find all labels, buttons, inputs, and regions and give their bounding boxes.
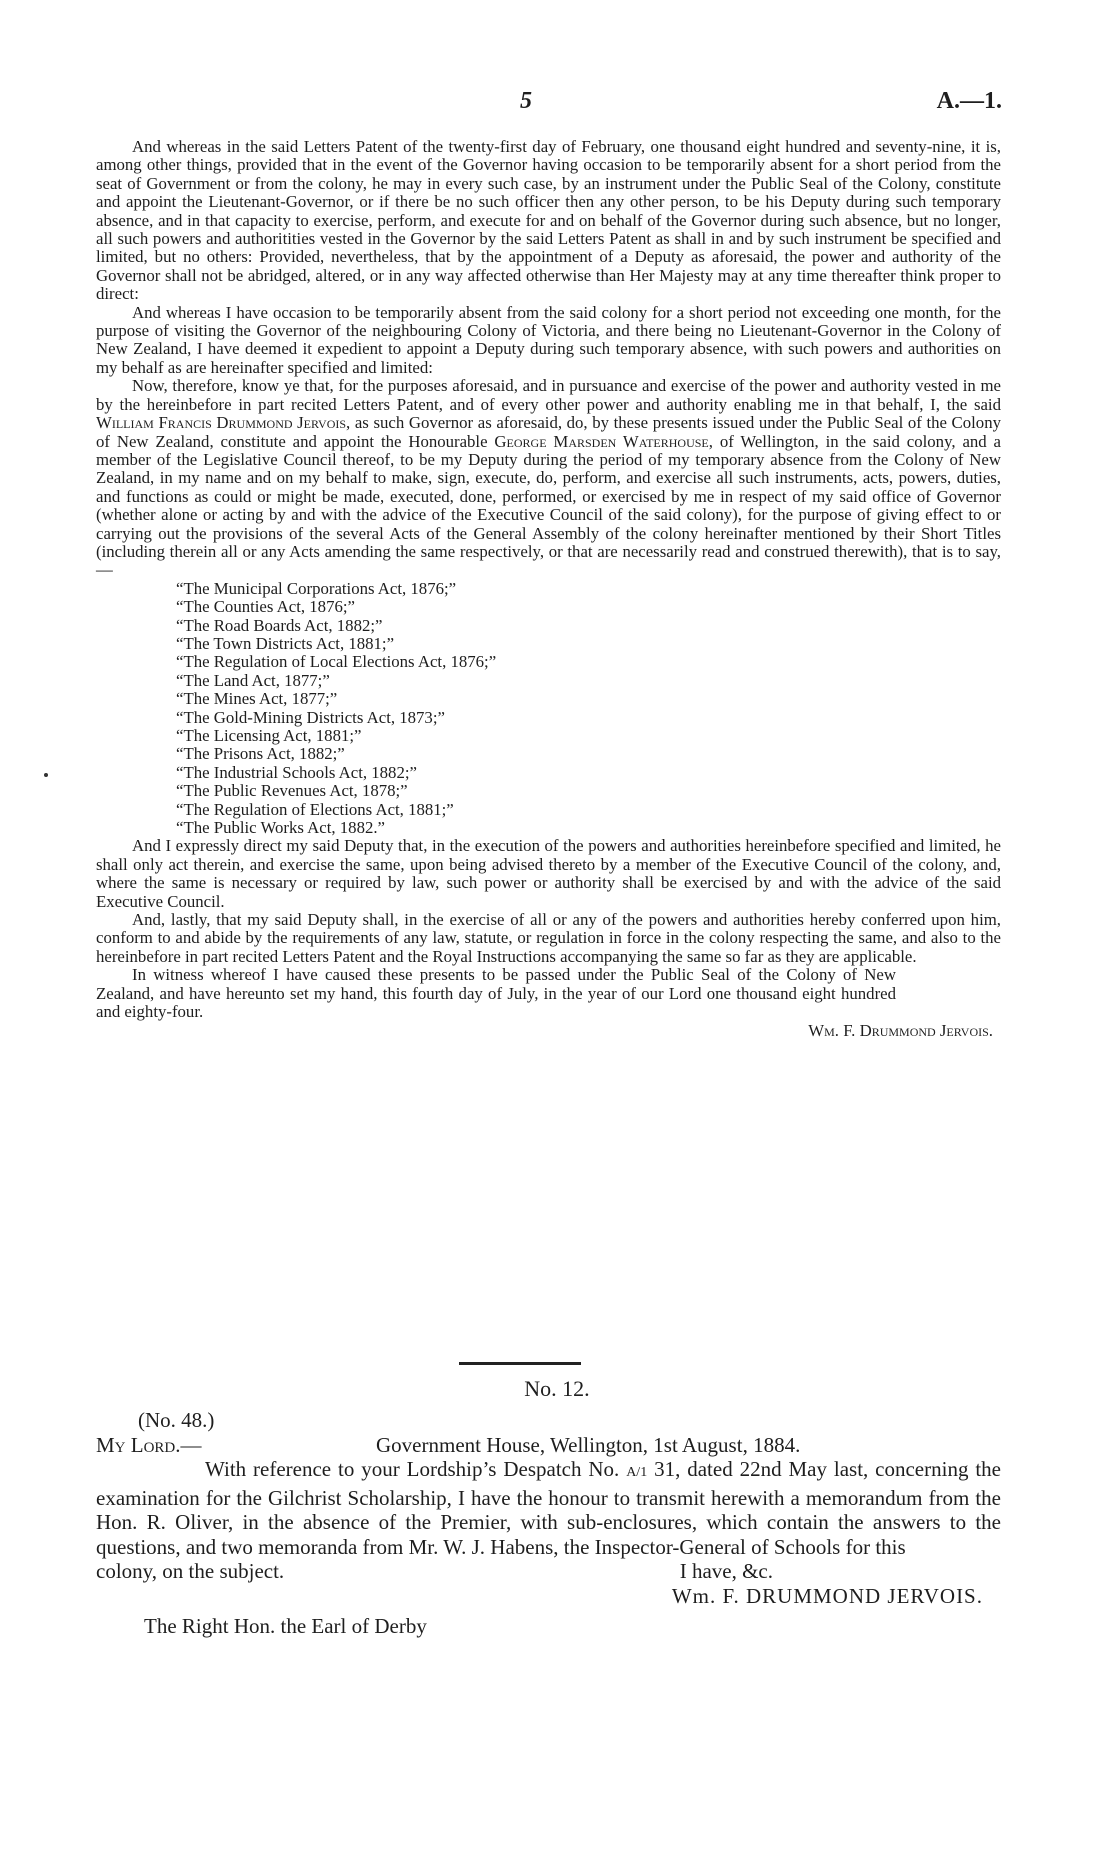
know-ye-text-3: , of Wellington, in the said colony, and a member of the Legislative Council thereof, to be my Deputy during the period of my temporary absence from the Colony of New Zealand, in my name and on my behalf to make, sign, execute, do, perform, and exercise all such instruments, acts, powers, duties, and functions as could or might be made, executed, done, performed, or exercised by me in respect of my said office of Governor (whether alone or acting by and with the advice of the Executive Council of the said colony), for the purpose of giving effect to or carrying out the provisions of the several Acts of the General Assembly of the colony hereinafter mentioned by their Short Titles (including therein all or any Acts amending the same respectively, or that are necessarily read and construed therewith), that is to say,— (96, 431, 1001, 580)
i-have: I have, &c. (679, 1559, 773, 1583)
paragraph-lastly: And, lastly, that my said Deputy shall, in the exercise of all or any of the powers and authorities hereby conferred upon him, conform to and abide by the requirements of any law, statute, or regulation in force in the colony respecting the same, and also to the hereinbefore in part recited Letters Patent and the Royal Instructions accompanying the same so far as they are applicable. (96, 910, 1001, 966)
act-item: “The Municipal Corporations Act, 1876;” (176, 578, 457, 598)
act-item: “The Regulation of Local Elections Act, 1876;” (176, 652, 497, 672)
despatch-body-text (96, 1457, 1001, 1559)
section-divider (459, 1362, 581, 1365)
page-number: 5 (520, 88, 532, 114)
act-item: “The Public Works Act, 1882.” (176, 818, 386, 838)
act-item: “The Prisons Act, 1882;” (176, 744, 345, 764)
act-item: “The Licensing Act, 1881;” (176, 726, 362, 745)
act-item: “The Mines Act, 1877;” (176, 689, 338, 709)
signature-proclamation: Wm. F. Drummond Jervois. (808, 1020, 993, 1040)
governor-name: William Francis Drummond Jervois (96, 413, 347, 433)
despatch-heading (96, 1433, 1001, 1458)
despatch-letter (96, 1408, 1001, 1639)
signature-despatch: Wm. F. DRUMMOND JERVOIS. (671, 1583, 983, 1608)
despatch-body (96, 1457, 1001, 1559)
body-end: colony, on the subject. (96, 1559, 285, 1583)
addressee: The Right Hon. the Earl of Derby (144, 1614, 427, 1638)
witness-clause: In witness whereof I have caused these presents to be passed under the Public Seal of the Colony of New Zealand, and have hereunto set my hand, this fourth day of July, in the year of our Lord one thousand eight hundred and eighty-four. (96, 965, 896, 1022)
paragraph-direction: And I expressly direct my said Deputy that, in the execution of the powers and authorities hereinbefore specified and limited, he shall only act therein, and exercise the same, upon being advised thereto by a member of the Executive Council of the colony, and, where the same is necessary or required by law, such power or authority shall be exercised by and with the advice of the said Executive Council. (96, 836, 1001, 911)
know-ye-text-1: Now, therefore, know ye that, for the purposes aforesaid, and in pursuance and exercise of the power and authority vested in me by the hereinbefore in part recited Letters Patent, and of every other power and authority enabling me in that behalf, I, the said (96, 376, 1001, 414)
paragraph-letters-patent: And whereas in the said Letters Patent of the twenty-first day of February, one thousand eight hundred and seventy-nine, it is, among other things, provided that in the event of the Governor having occasion to be temporarily absent for a short period from the seat of Government or from the colony, he may in every such case, by an instrument under the Public Seal of the Colony, constitute and appoint the Lieutenant-Governor, or if there be no such officer then any other person, to be his Deputy during such temporary absence, and in that capacity to exercise, perform, and execute for and on behalf of the Governor during such absence, but no longer, all such powers and authoritities vested in the Governor by the said Letters Patent as shall in and by such instrument be specified and limited, but no others: Provided, nevertheless, that by the appointment of a Deputy as aforesaid, the power and authority of the Governor shall not be abridged, altered, or in any way affected otherwise than Her Majesty may at any time thereafter think proper to direct: (96, 137, 1001, 304)
act-item: “The Industrial Schools Act, 1882;” (176, 762, 417, 782)
despatch-address: Government House, Wellington, 1st August, 1884. (376, 1432, 801, 1457)
paragraph-absence: And whereas I have occasion to be temporarily absent from the said colony for a short period not exceeding one month, for the purpose of visiting the Governor of the neighbouring Colony of Victoria, and there being no Lieutenant-Governor in the Colony of New Zealand, I have deemed it expedient to appoint a Deputy during such temporary absence, with such powers and authorities on my behalf as are hereinafter specified and limited: (96, 302, 1001, 377)
act-item: “The Counties Act, 1876;” (176, 597, 355, 617)
despatch-number: (No. 48.) (138, 1408, 215, 1432)
body-rest: 31, dated 22nd May last, concerning the examination for the Gilchrist Scholarship, I have the honour to transmit herewith a memorandum from the Hon. R. Oliver, in the absence of the Premier, with sub-enclosures, which contain the answers to the questions, and two memoranda from Mr. W. J. Habens, the Inspector-General of Schools for this (96, 1457, 1001, 1559)
salutation: My Lord.— (96, 1432, 202, 1457)
body-start: With reference to your Lordship’s Despatch No. (205, 1457, 627, 1481)
act-item: “The Regulation of Elections Act, 1881;” (176, 799, 454, 819)
know-ye-text-2: , as such Governor as aforesaid, do, by these presents issued under the Public Seal of the Colony of New Zealand, constitute and appoint the Honourable (96, 413, 1001, 451)
act-item: “The Public Revenues Act, 1878;” (176, 781, 408, 801)
proclamation-body (96, 138, 1001, 1040)
act-item: “The Land Act, 1877;” (176, 670, 330, 690)
act-item: “The Gold-Mining Districts Act, 1873;” (176, 707, 445, 727)
despatch-closing (96, 1559, 1001, 1584)
act-item: “The Town Districts Act, 1881;” (176, 633, 395, 653)
act-item: “The Road Boards Act, 1882;” (176, 615, 383, 635)
deputy-name: George Marsden Waterhouse (494, 431, 709, 451)
despatch-fraction: A/1 (626, 1465, 648, 1480)
despatch-title: No. 12. (524, 1376, 590, 1401)
margin-mark (44, 773, 48, 777)
document-reference: A.—1. (936, 88, 1002, 114)
paragraph-know-ye (96, 377, 1001, 579)
acts-list (176, 580, 1001, 838)
